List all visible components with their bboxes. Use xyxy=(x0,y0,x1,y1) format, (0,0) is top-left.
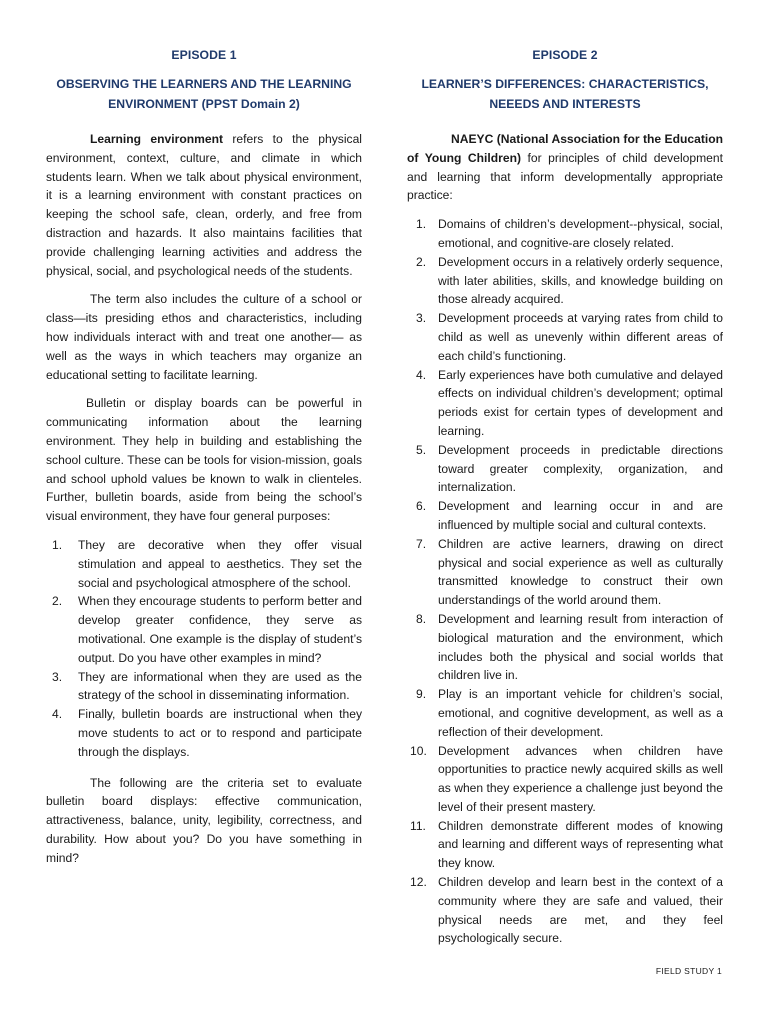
list-item: 1. They are decorative when they offer visual stimulation and appeal to aesthetics. They set the social and psychological atmosphere of the school. xyxy=(52,537,362,590)
list-item: 1. Domains of children’s development--physical, social, emotional, and cognitive-are closely related. xyxy=(416,217,723,250)
culture-paragraph: The term also includes the culture of a school or class—its presiding ethos and characteristics, including how individuals interact with and treat one another— as well as the ways in which teachers may organize an educational setting to facilitate learning. xyxy=(46,292,362,382)
episode-1-title-main: OBSERVING THE LEARNERS AND THE LEARNING ENVIRONMENT xyxy=(56,77,352,111)
episode-2-title: LEARNER’S DIFFERENCES: CHARACTERISTICS, NEEEDS AND INTERESTS xyxy=(421,77,709,111)
list-item: 10. Development advances when children have opportunities to practice newly acquired skills as well as when they experience a challenge just beyond the level of their present mastery. xyxy=(410,743,723,814)
list-item: 3. Development proceeds at varying rates from child to child as well as unevenly within different areas of each child’s functioning. xyxy=(416,311,723,363)
list-item: 7. Children are active learners, drawing on direct physical and social experience as well as culturally transmitted knowledge to construct their own understandings of the world around them. xyxy=(416,536,723,608)
list-item: 9. Play is an important vehicle for children’s social, emotional, and cognitive development, as well as a reflection of their development. xyxy=(416,687,723,739)
episode-2-label: EPISODE 2 xyxy=(532,48,598,62)
list-item: 2. Development occurs in a relatively orderly sequence, with later abilities, skills, and knowledge building on those already acquired. xyxy=(416,254,723,307)
episode-1-column xyxy=(46,46,362,877)
list-item: 12. Children develop and learn best in the context of a community where they are safe and valued, their physical needs are met, and they feel psychologically secure. xyxy=(410,875,723,946)
list-item: 4. Early experiences have both cumulative and delayed effects on individual children’s development; optimal periods exist for certain types of development and learning. xyxy=(416,367,723,438)
list-item: 3. They are informational when they are used as the strategy of the school in disseminating information. xyxy=(52,669,362,703)
episode-2-column xyxy=(407,46,723,960)
list-item: 8. Development and learning result from interaction of biological maturation and the environment, which includes both the physical and social worlds that children live in. xyxy=(416,611,723,683)
list-item: 5. Development proceeds in predictable directions toward greater complexity, organization, and internalization. xyxy=(416,442,723,495)
naeyc-term: NAEYC (National Association for the Education of Young Children) xyxy=(407,132,723,165)
episode-1-label: EPISODE 1 xyxy=(171,48,237,62)
page-footer: FIELD STUDY 1 xyxy=(655,966,722,976)
learning-environment-term: Learning environment xyxy=(90,132,224,146)
bulletin-boards-paragraph: Bulletin or display boards can be powerful in communicating information about the learning environment. They help in building and establishing the school culture. These can be tools for vision-mission, goals and school uphold values be known to walk in clienteles. Further, bulletin boards, aside from being the school’s visual environment, they have four general purposes: xyxy=(46,396,362,524)
principles-list xyxy=(407,215,723,948)
naeyc-intro-paragraph: NAEYC (National Association for the Education of Young Children) for principles of child development and learning that inform developmentally appropriate practice: xyxy=(407,132,723,203)
criteria-paragraph: The following are the criteria set to evaluate bulletin board displays: effective communication, attractiveness, balance, unity, legibility, correctness, and durability. How about you? Do you have something in mind? xyxy=(46,775,362,865)
list-item: 2. When they encourage students to perform better and develop greater confidence, they serve as motivational. One example is the display of student’s output. Do you have other examples in mind? xyxy=(52,594,362,665)
list-item: 4. Finally, bulletin boards are instructional when they move students to act or to respond and participate through the displays. xyxy=(52,707,362,759)
episode-1-title-domain: (PPST Domain 2) xyxy=(201,97,300,111)
list-item: 6. Development and learning occur in and are influenced by multiple social and cultural contexts. xyxy=(416,499,723,532)
list-item: 11. Children demonstrate different modes of knowing and learning and different ways of representing what they know. xyxy=(410,818,723,871)
learning-environment-paragraph: Learning environment refers to the physical environment, context, culture, and climate in which students learn. When we talk about physical environment, it is a learning environment with constant practices on keeping the school safe, clean, orderly, and free from distraction and hazards. It also maintains facilities that provide challenging learning activities and address the physical, social, and psychological needs of the students. xyxy=(46,132,362,278)
episode-1-title xyxy=(46,74,362,114)
purposes-list xyxy=(46,536,362,762)
